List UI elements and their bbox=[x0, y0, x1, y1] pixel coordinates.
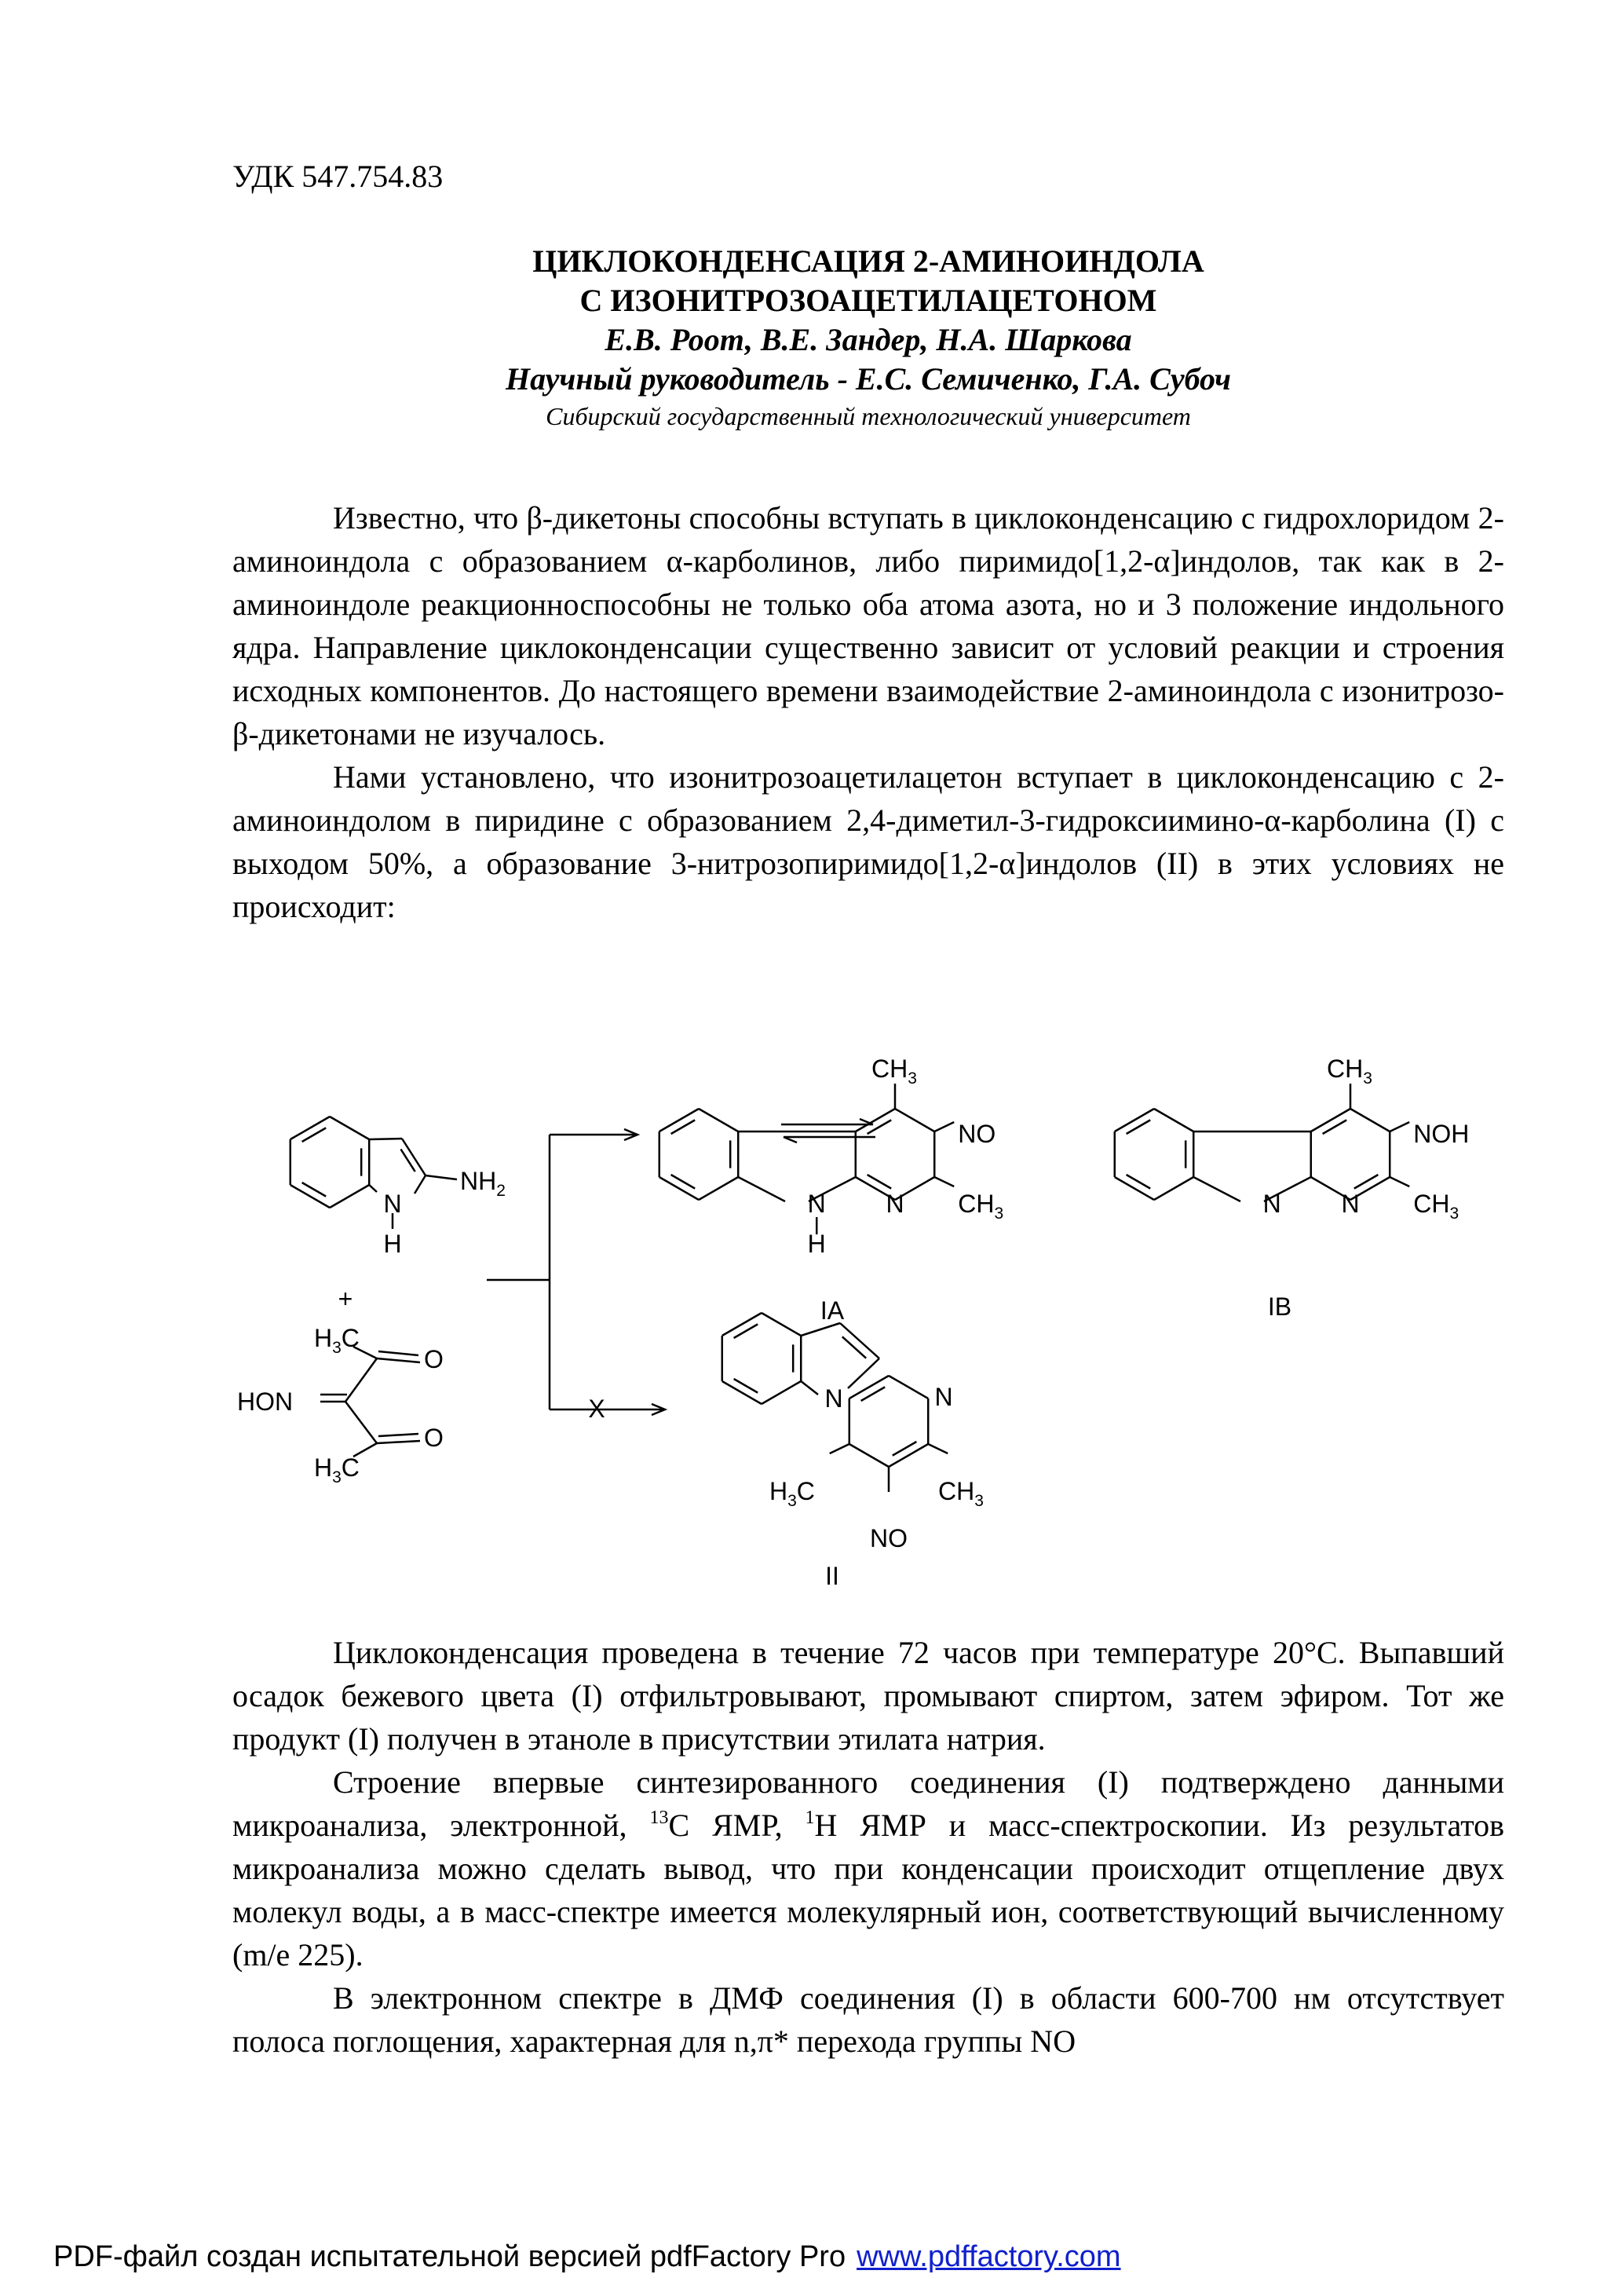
ib-n-pyridine: N bbox=[1341, 1190, 1360, 1218]
authors: Е.В. Роот, В.Е. Зандер, Н.А. Шаркова bbox=[605, 322, 1132, 357]
structure-text-a: Строение впервые синтезированного соединения (I) подтверждено данными микроанализа, электронной, bbox=[232, 1764, 1504, 1843]
footer-text: PDF-файл создан испытательной версией pdfFactory Pro bbox=[53, 2240, 846, 2273]
paragraph-result: Нами установлено, что изонитрозоацетилацетон вступает в циклоконденсацию с 2-аминоиндолом в пиридине с образованием 2,4-диметил-3-гидроксиимино-α-карболина (I) с выходом 50%, а образование 3-нитрозопиримидо[1,2-α]индолов (II) в этих условиях не происходит: bbox=[232, 759, 1504, 924]
ia-no: NO bbox=[958, 1120, 996, 1148]
group-nh2: $NH_2$ bbox=[460, 1167, 506, 1200]
group-hon: HON bbox=[237, 1387, 294, 1416]
label-ia: IA bbox=[820, 1296, 845, 1325]
atom-o-bottom: O bbox=[424, 1424, 444, 1452]
ia-n-pyridine: N bbox=[886, 1190, 904, 1218]
atom-h-indole: H bbox=[383, 1230, 402, 1258]
atom-o-top: O bbox=[424, 1345, 444, 1373]
blocked-path-x: X bbox=[588, 1395, 605, 1423]
pdf-footer bbox=[53, 2238, 1121, 2276]
supervisors: Научный руководитель - Е.С. Семиченко, Г.А. Субоч bbox=[506, 361, 1231, 397]
title-line-2: С ИЗОНИТРОЗОАЦЕТИЛАЦЕТОНОМ bbox=[579, 283, 1157, 318]
isotope-13: 13 bbox=[649, 1808, 669, 1828]
isonitroso-structure bbox=[320, 1347, 420, 1457]
plus-sign: + bbox=[338, 1285, 353, 1313]
atom-n-indole: N bbox=[383, 1190, 402, 1218]
ib-n-indole: N bbox=[1262, 1190, 1281, 1218]
ii-ch3: $CH_3$ bbox=[938, 1477, 984, 1510]
product-ia-structure bbox=[659, 1084, 954, 1234]
reaction-arrows bbox=[487, 1129, 665, 1415]
group-h3c-top: $H_3C$ bbox=[314, 1324, 360, 1357]
product-ib-structure bbox=[1115, 1084, 1409, 1201]
aminoindole-structure bbox=[290, 1117, 457, 1229]
reaction-scheme bbox=[228, 1013, 1507, 1586]
ii-h3c: $H_3C$ bbox=[769, 1477, 815, 1510]
ib-ch3-top: $CH_3$ bbox=[1327, 1055, 1372, 1088]
ia-n-indole: N bbox=[807, 1190, 826, 1218]
ii-no: NO bbox=[870, 1524, 908, 1552]
ii-n-bridge: N bbox=[824, 1384, 843, 1413]
structure-text-c: Н ЯМР и масс-спектроскопии. Из результатов микроанализа можно сделать вывод, что при конденсации происходит отщепление двух молекул воды, а в масс-спектре имеется молекулярный ион, соответствующий вычисленному (m/e 225). bbox=[232, 1808, 1505, 1972]
isotope-1: 1 bbox=[805, 1808, 815, 1828]
body-text-bottom bbox=[232, 1631, 1504, 2063]
udk-code: УДК 547.754.83 bbox=[232, 159, 444, 194]
paragraph-spectrum: В электронном спектре в ДМФ соединения (I) в области 600-700 нм отсутствует полоса поглощения, характерная для n,π* перехода группы NO bbox=[232, 1980, 1504, 2059]
ii-n-ring: N bbox=[934, 1383, 953, 1411]
paper-header bbox=[232, 242, 1504, 433]
ia-h: H bbox=[807, 1230, 826, 1258]
label-ib: IB bbox=[1267, 1292, 1292, 1321]
paragraph-intro: Известно, что β-дикетоны способны вступать в циклоконденсацию с гидрохлоридом 2-аминоиндола с образованием α-карболинов, либо пиримидо[1,2-α]индолов, так как в 2-аминоиндоле реакционноспособны не только оба атома азота, но и 3 положение индольного ядра. Направление циклоконденсации существенно зависит от условий реакции и строения исходных компонентов. До настоящего времени взаимодействие 2-аминоиндола с изонитрозо-β-дикетонами не изучалось. bbox=[232, 500, 1504, 751]
group-h3c-bottom: $H_3C$ bbox=[314, 1453, 360, 1486]
footer-link[interactable]: www.pdffactory.com bbox=[857, 2240, 1121, 2273]
ia-ch3-top: $CH_3$ bbox=[871, 1055, 917, 1088]
structure-text-b: С ЯМР, bbox=[668, 1808, 783, 1843]
body-text-top bbox=[232, 496, 1504, 928]
ib-noh: NOH bbox=[1413, 1120, 1470, 1148]
label-ii: II bbox=[825, 1562, 839, 1586]
ib-ch3-bottom: $CH_3$ bbox=[1413, 1190, 1459, 1223]
affiliation: Сибирский государственный технологический университет bbox=[546, 402, 1191, 430]
paragraph-structure bbox=[232, 1760, 1504, 1976]
ia-ch3-bottom: $CH_3$ bbox=[958, 1190, 1004, 1223]
title-line-1: ЦИКЛОКОНДЕНСАЦИЯ 2-АМИНОИНДОЛА bbox=[532, 243, 1204, 279]
paragraph-procedure: Циклоконденсация проведена в течение 72 часов при температуре 20°С. Выпавший осадок бежевого цвета (I) отфильтровывают, промывают спиртом, затем эфиром. Тот же продукт (I) получен в этаноле в присутствии этилата натрия. bbox=[232, 1635, 1504, 1757]
